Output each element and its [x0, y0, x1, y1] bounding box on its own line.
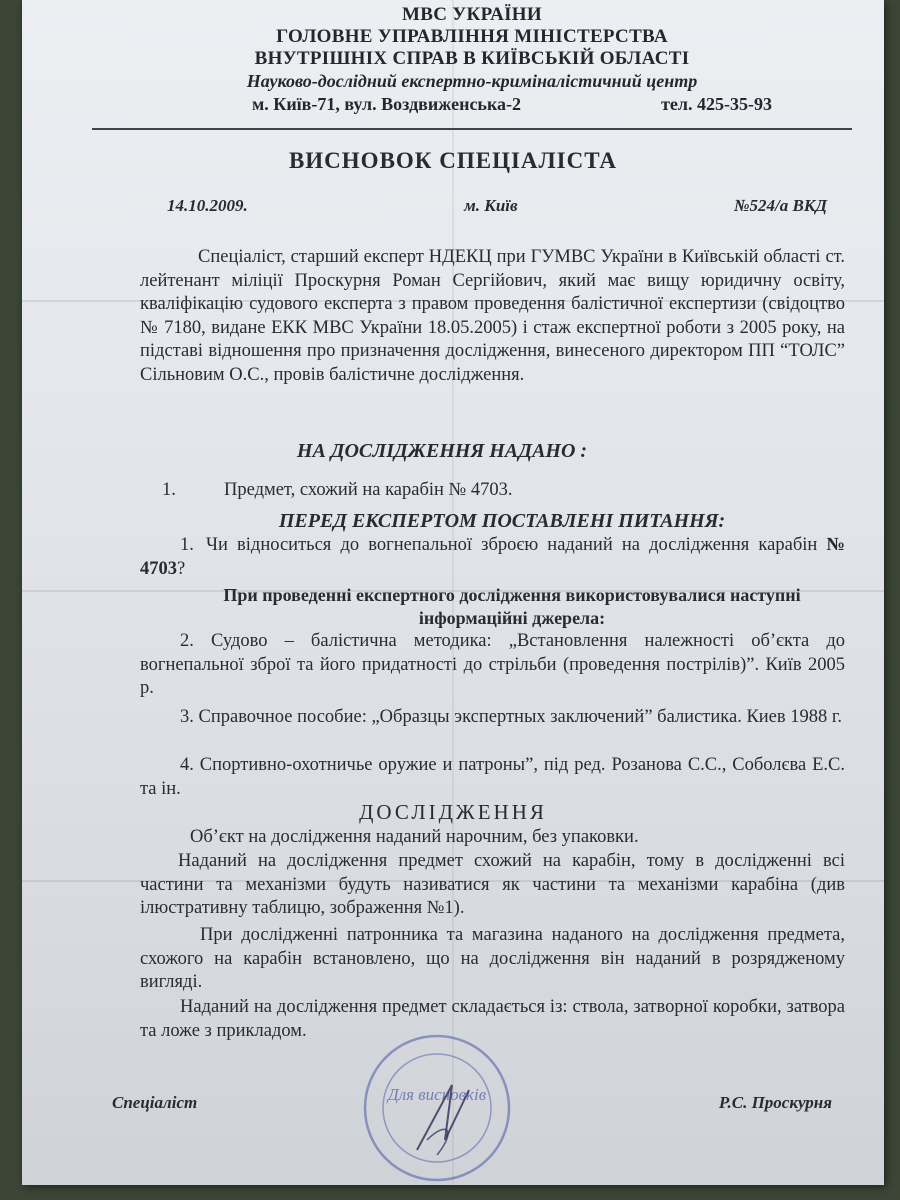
- research-paragraph: Наданий на дослідження предмет схожий на карабін, тому в дослідженні всі частини та механізми будуть називатися як частини та механізми карабіна (див ілюстративну таблицю, зображення №1).: [140, 851, 845, 918]
- section-provided-heading: НА ДОСЛІДЖЕННЯ НАДАНО :: [296, 440, 588, 462]
- letterhead: [152, 4, 792, 116]
- source-item: 2. Судово – балістична методика: „Встановлення належності об’єкта до вогнепальної зброї та його придатності до стрільби (проведення пострілів)”. Київ 2005 р.: [140, 631, 845, 698]
- question-bold-number: № 4703: [140, 535, 846, 579]
- question-end: ?: [177, 558, 186, 579]
- signature-line: [112, 1093, 832, 1113]
- header-rule: [92, 128, 852, 130]
- provided-item-number: 1.: [162, 480, 176, 500]
- provided-item: [162, 480, 512, 501]
- research-heading: ДОСЛІДЖЕННЯ: [359, 800, 547, 824]
- question-text: Чи відноситься до вогнепальної зброєю наданий на дослідження карабін: [206, 535, 818, 555]
- letterhead-address: м. Київ-71, вул. Воздвиженська-2: [252, 94, 522, 114]
- research-paragraph: Об’єкт на дослідження наданий нарочним, без упаковки.: [190, 827, 639, 847]
- dateline: [167, 196, 827, 216]
- provided-item-text: Предмет, схожий на карабін № 4703.: [224, 480, 513, 500]
- source-item: 4. Спортивно-охотничье оружие и патроны”, під ред. Розанова С.С., Соболєва Е.С. та ін.: [140, 755, 845, 799]
- letterhead-line2: ГОЛОВНЕ УПРАВЛІННЯ МІНІСТЕРСТВА: [276, 26, 668, 47]
- document-number: №524/а ВКД: [733, 196, 827, 215]
- document-page: [22, 0, 884, 1185]
- research-paragraph: Наданий на дослідження предмет складається із: ствола, затворної коробки, затвора та ложе з прикладом.: [140, 997, 845, 1041]
- letterhead-line1: МВС УКРАЇНИ: [402, 4, 542, 25]
- section-questions-heading: ПЕРЕД ЕКСПЕРТОМ ПОСТАВЛЕНІ ПИТАННЯ:: [278, 510, 726, 532]
- signature-name: Р.С. Проскурня: [718, 1093, 832, 1112]
- question-item: [140, 534, 845, 581]
- letterhead-phone: тел. 425-35-93: [661, 94, 772, 114]
- document-city: м. Київ: [464, 196, 518, 215]
- letterhead-line3: ВНУТРІШНІХ СПРАВ В КИЇВСЬКІЙ ОБЛАСТІ: [254, 48, 690, 69]
- document-title: ВИСНОВОК СПЕЦІАЛІСТА: [288, 148, 618, 173]
- intro-paragraph: Спеціаліст, старший експерт НДЕКЦ при ГУМВС України в Київській області ст. лейтенант міліції Проскурня Роман Сергійович, який має вищу юридичну освіту, кваліфікацію судового експерта з правом проведення балістичної експертизи (свідоцтво № 7180, видане ЕКК МВС України 18.05.2005) і стаж експертної роботи з 2005 року, на підставі відношення про призначення дослідження, винесеного директором ПП “ТОЛС” Сільновим О.С., провів балістичне дослідження.: [140, 247, 845, 385]
- stamp-text: Для висновків: [387, 1085, 487, 1104]
- research-paragraph: При дослідженні патронника та магазина наданого на дослідження предмета, схожого на карабін встановлено, що на дослідження він наданий в розрядженому вигляді.: [140, 925, 845, 992]
- signature-role: Спеціаліст: [112, 1093, 198, 1112]
- letterhead-institute: Науково-дослідний експертно-криміналістичний центр: [246, 71, 698, 91]
- document-date: 14.10.2009.: [167, 196, 248, 215]
- sources-heading: При проведенні експертного дослідження використовувалися наступні інформаційні джерела:: [223, 585, 801, 628]
- letterhead-contacts: [152, 92, 792, 116]
- question-number: 1.: [180, 535, 194, 555]
- source-item: 3. Справочное пособие: „Образцы экспертных заключений” балистика. Киев 1988 г.: [180, 707, 843, 727]
